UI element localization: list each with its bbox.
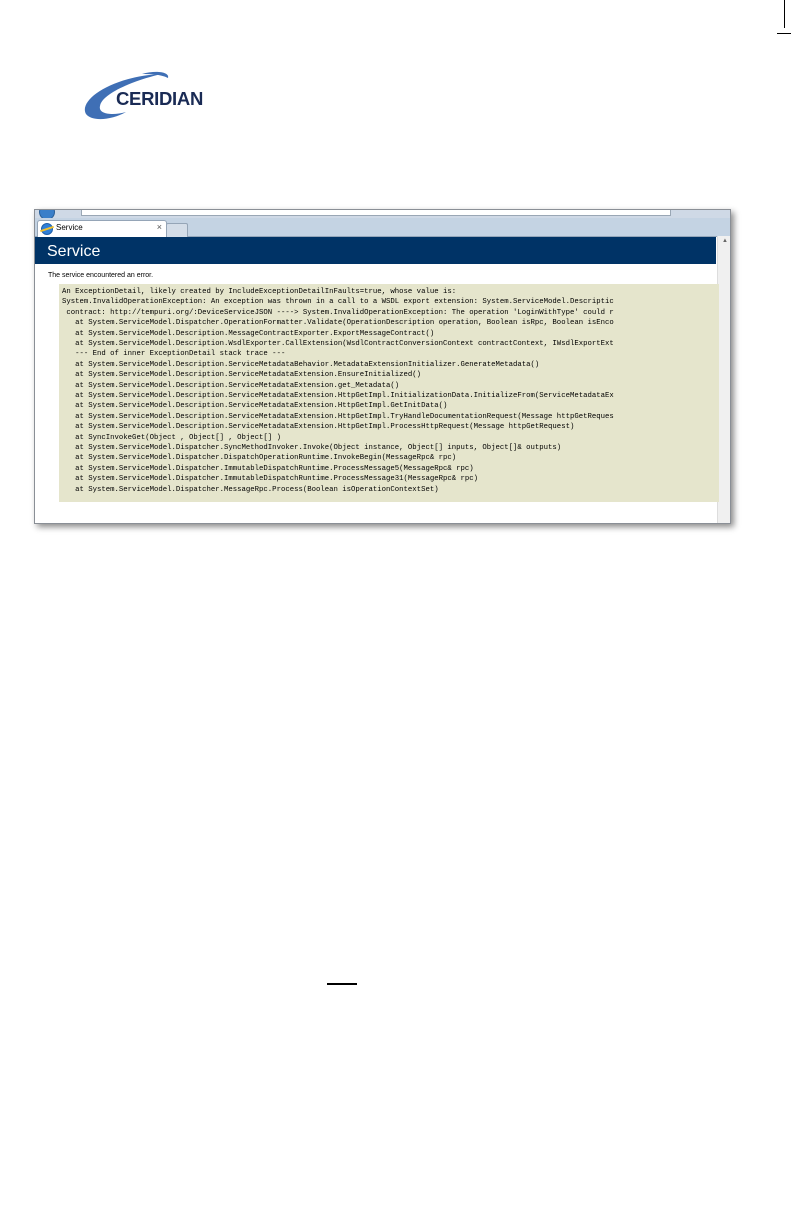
- ceridian-logo: [82, 70, 222, 122]
- browser-screenshot: [34, 209, 731, 524]
- crop-mark-vertical: [784, 0, 785, 28]
- stack-trace-line: An ExceptionDetail, likely created by IncludeExceptionDetailInFaults=true, whose value is:: [62, 288, 457, 296]
- stack-trace-box: [59, 284, 719, 502]
- new-tab-button[interactable]: [166, 223, 188, 237]
- stack-trace-line: at System.ServiceModel.Description.ServiceMetadataExtension.HttpGetImpl.GetInitData(): [62, 402, 448, 411]
- tab-label: Service: [56, 223, 83, 232]
- stack-trace-line: at System.ServiceModel.Dispatcher.MessageRpc.Process(Boolean isOperationContextSet): [62, 485, 439, 494]
- stack-trace-line: at System.ServiceModel.Dispatcher.SyncMethodInvoker.Invoke(Object instance, Object[] inputs, Object[]& outputs): [62, 444, 562, 452]
- stack-trace-line: at System.ServiceModel.Description.ServiceMetadataExtension.get_Metadata(): [62, 381, 400, 390]
- tab-bar: [35, 218, 730, 237]
- scroll-up-icon[interactable]: ▲: [722, 238, 728, 244]
- page-title: Service: [47, 243, 101, 260]
- crop-mark-horizontal: [777, 33, 791, 34]
- stack-trace-line: at System.ServiceModel.Description.ServiceMetadataExtension.EnsureInitialized(): [62, 371, 422, 380]
- footer-underline: [327, 983, 357, 985]
- stack-trace-line: at System.ServiceModel.Description.ServiceMetadataExtension.HttpGetImpl.InitializationData.InitializeFrom(ServiceMetadataEx: [62, 392, 614, 400]
- stack-trace-line: at System.ServiceModel.Description.MessageContractExporter.ExportMessageContract(): [62, 329, 435, 338]
- internet-explorer-icon: [41, 223, 53, 235]
- stack-trace-line: at System.ServiceModel.Dispatcher.OperationFormatter.Validate(OperationDescription operation, Boolean isRpc, Boolean isEnco: [62, 319, 614, 328]
- stack-trace-line: at System.ServiceModel.Dispatcher.ImmutableDispatchRuntime.ProcessMessage5(MessageRpc& rpc): [62, 464, 474, 473]
- tab-service[interactable]: [37, 220, 167, 237]
- stack-trace-line: at System.ServiceModel.Dispatcher.DispatchOperationRuntime.InvokeBegin(MessageRpc& rpc): [62, 454, 457, 463]
- stack-trace-line: at SyncInvokeGet(Object , Object[] , Object[] ): [62, 433, 281, 442]
- stack-trace-line: contract: http://tempuri.org/:DeviceServiceJSON ----> System.InvalidOperationException: The operation 'LoginWithType' could r: [62, 308, 614, 317]
- logo-wordmark: CERIDIAN: [116, 88, 204, 109]
- stack-trace-line: at System.ServiceModel.Dispatcher.ImmutableDispatchRuntime.ProcessMessage31(MessageRpc& rpc): [62, 475, 478, 484]
- stack-trace-line: at System.ServiceModel.Description.ServiceMetadataExtension.HttpGetImpl.TryHandleDocumentationRequest(Message httpGetReques: [62, 412, 614, 421]
- stack-trace-line: at System.ServiceModel.Description.ServiceMetadataExtension.HttpGetImpl.ProcessHttpRequest(Message httpGetRequest): [62, 423, 575, 432]
- address-bar[interactable]: [81, 210, 671, 216]
- stack-trace-line: System.InvalidOperationException: An exception was thrown in a call to a WSDL export extension: System.ServiceModel.Descriptic: [62, 298, 614, 307]
- error-message: The service encountered an error.: [48, 272, 154, 279]
- page-header: [35, 237, 716, 264]
- stack-trace-line: --- End of inner ExceptionDetail stack trace ---: [62, 350, 286, 359]
- stack-trace-line: at System.ServiceModel.Description.ServiceMetadataBehavior.MetadataExtensionInitializer.GenerateMetadata(): [62, 360, 540, 369]
- close-tab-icon[interactable]: ×: [156, 222, 162, 232]
- stack-trace-line: at System.ServiceModel.Description.WsdlExporter.CallExtension(WsdlContractConversionContext contractContext, IWsdlExportExt: [62, 340, 614, 348]
